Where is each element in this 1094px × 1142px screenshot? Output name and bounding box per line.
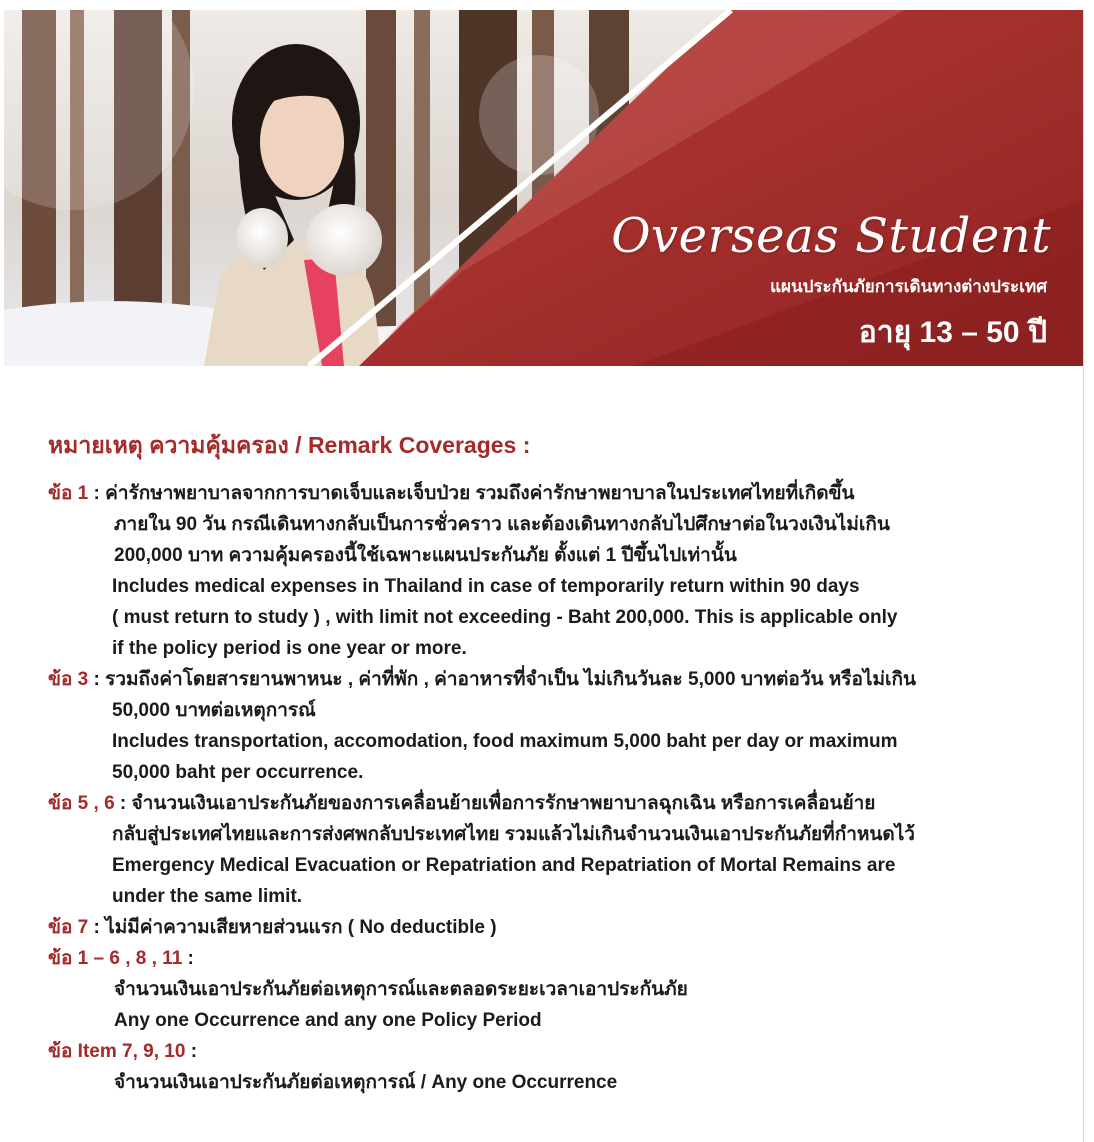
remark-item	[48, 788, 1058, 912]
remark-item-line: 50,000 บาทต่อเหตุการณ์	[112, 700, 316, 721]
remark-item-line: 200,000 บาท ความคุ้มครองนี้ใช้เฉพาะแผนประกันภัย ตั้งแต่ 1 ปีขึ้นไปเท่านั้น	[114, 545, 737, 566]
remark-item	[48, 1036, 1058, 1098]
remark-item-line: จำนวนเงินเอาประกันภัยต่อเหตุการณ์และตลอดระยะเวลาเอาประกันภัย	[114, 979, 688, 1000]
remark-item-line: Emergency Medical Evacuation or Repatriation and Repatriation of Mortal Remains are	[112, 855, 896, 876]
remarks-title: หมายเหตุ ความคุ้มครอง / Remark Coverages :	[48, 432, 531, 458]
remark-item-line: Includes transportation, accomodation, food maximum 5,000 baht per day or maximum	[112, 731, 898, 752]
remark-item-line: ( must return to study ) , with limit not exceeding - Baht 200,000. This is applicable only	[112, 607, 898, 628]
remark-item-separator: :	[114, 793, 132, 814]
plan-subtitle: แผนประกันภัยการเดินทางต่างประเทศ	[770, 277, 1047, 296]
remark-item-label: ข้อ 7	[48, 917, 89, 938]
remark-item	[48, 478, 1058, 664]
remark-item-text: ไม่มีค่าความเสียหายส่วนแรก ( No deductible )	[105, 917, 497, 938]
remark-item	[48, 664, 1058, 788]
remark-item-line: if the policy period is one year or more.	[112, 638, 467, 659]
remark-item-separator: :	[182, 948, 194, 969]
remark-item-line: under the same limit.	[112, 886, 303, 907]
remark-item-label: ข้อ 1	[48, 483, 89, 504]
remark-item-line: Any one Occurrence and any one Policy Period	[114, 1010, 542, 1031]
remark-item-text: ค่ารักษาพยาบาลจากการบาดเจ็บและเจ็บป่วย รวมถึงค่ารักษาพยาบาลในประเทศไทยที่เกิดขึ้น	[105, 483, 855, 504]
remark-item-head	[48, 912, 1058, 943]
remarks-section	[48, 428, 1058, 1098]
remark-item-text: จำนวนเงินเอาประกันภัยของการเคลื่อนย้ายเพื่อการรักษาพยาบาลฉุกเฉิน หรือการเคลื่อนย้าย	[131, 793, 876, 814]
remark-item	[48, 943, 1058, 1036]
coverage-card	[4, 10, 1084, 1142]
hero-banner	[4, 10, 1083, 366]
remark-item-separator: :	[88, 669, 106, 690]
remark-item-label: ข้อ 3	[48, 669, 89, 690]
remark-item-head	[48, 788, 1058, 819]
remark-item-line: 50,000 baht per occurrence.	[112, 762, 364, 783]
remark-item-line: ภายใน 90 วัน กรณีเดินทางกลับเป็นการชั่วคราว และต้องเดินทางกลับไปศึกษาต่อในวงเงินไม่เกิน	[114, 514, 890, 535]
remark-item	[48, 912, 1058, 943]
remark-item-head	[48, 478, 1058, 509]
remark-item-line: กลับสู่ประเทศไทยและการส่งศพกลับประเทศไทย รวมแล้วไม่เกินจำนวนเงินเอาประกันภัยที่กำหนดไว้	[112, 824, 915, 845]
age-range: อายุ 13 – 50 ปี	[858, 316, 1047, 349]
remark-item-label: ข้อ 5 , 6	[48, 793, 115, 814]
remark-item-head	[48, 943, 1058, 974]
remark-item-head	[48, 664, 1058, 695]
remark-item-label: ข้อ Item 7, 9, 10	[48, 1041, 186, 1062]
remark-item-separator: :	[185, 1041, 198, 1062]
remark-item-line: จำนวนเงินเอาประกันภัยต่อเหตุการณ์ / Any one Occurrence	[114, 1072, 618, 1093]
remark-item-head	[48, 1036, 1058, 1067]
plan-title: Overseas Student	[611, 208, 1051, 264]
remark-item-separator: :	[88, 917, 106, 938]
remark-item-line: Includes medical expenses in Thailand in case of temporarily return within 90 days	[112, 576, 860, 597]
remark-item-text: รวมถึงค่าโดยสารยานพาหนะ , ค่าที่พัก , ค่าอาหารที่จำเป็น ไม่เกินวันละ 5,000 บาทต่อวัน หรือไม่เกิน	[105, 669, 916, 690]
remark-item-label: ข้อ 1 – 6 , 8 , 11	[48, 948, 183, 969]
remark-item-separator: :	[88, 483, 106, 504]
